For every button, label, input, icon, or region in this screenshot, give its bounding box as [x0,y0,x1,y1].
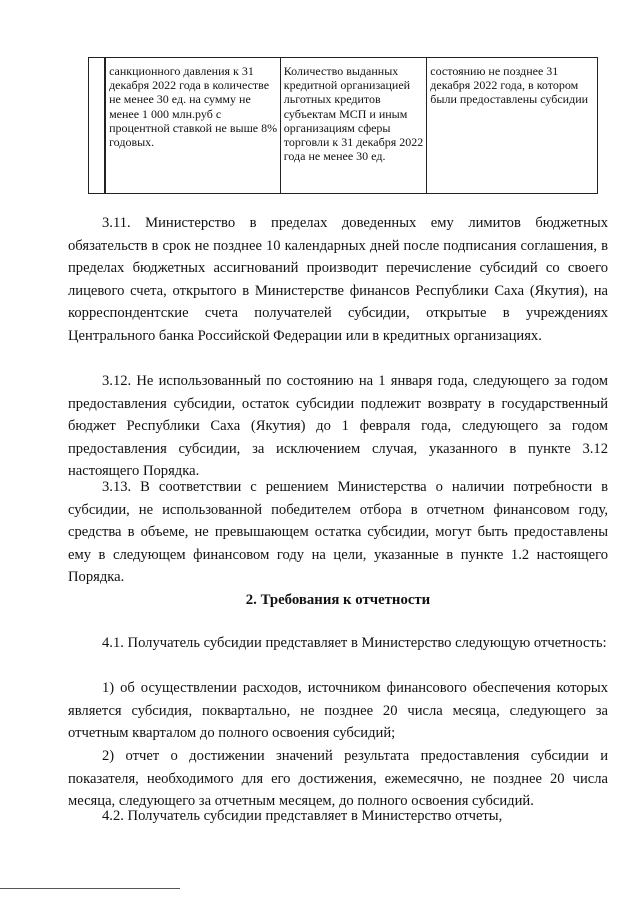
paragraph-3-11: 3.11. Министерство в пределах доведенных ему лимитов бюджетных обязательств в срок не позднее 10 календарных дней после подписания соглашения, в пределах бюджетных ассигнований производит перечисление субсидий со своего лицевого счета, открытого в Министерстве финансов Республики Саха (Якутия), на корреспондентские счета получателей субсидии, открытые в учреждениях Центрального банка Российской Федерации или в кредитных организациях. [68,215,608,344]
table-cell-indicator: Количество выданных кредитной организацией льготных кредитов субъектам МСП и иным организациям сферы торговли к 31 декабря 2022 года не менее 30 ед. [280,58,427,194]
paragraph-4-1: 4.1. Получатель субсидии представляет в Министерство следующую отчетность: [102,635,607,651]
paragraph-4-1-item-2: 2) отчет о достижении значений результата предоставления субсидии и показателя, необходимого для его достижения, ежемесячно, не позднее 20 числа месяца, следующего за отчетным месяцем, до полного освоения субсидий. [68,748,608,810]
table-cell-deadline: состоянию не позднее 31 декабря 2022 года, в котором были предоставлены субсидии [427,58,598,194]
paragraph-3-12: 3.12. Не использованный по состоянию на 1 января года, следующего за годом предоставления субсидии, остаток субсидии подлежит возврату в государственный бюджет Республики Саха (Якутия) до 1 февраля года, следующего за годом предоставления субсидии, за исключением случая, указанного в пункте 3.12 настоящего Порядка. [68,373,608,480]
paragraph-4-1-item-1: 1) об осуществлении расходов, источником финансового обеспечения которых является субсидия, поквартально, не позднее 20 числа месяца, следующего за отчетным кварталом до полного освоения субсидий; [68,680,608,742]
table-row [89,58,598,194]
footnote-divider [0,888,180,889]
table-cell-criterion: санкционного давления к 31 декабря 2022 года в количестве не менее 30 ед. на сумму не менее 1 000 млн.руб с процентной ставкой не выше 8% годовых. [106,58,281,194]
section-heading: 2. Требования к отчетности [245,592,431,608]
table-stub-cell [89,58,106,194]
paragraph-4-2: 4.2. Получатель субсидии представляет в Министерство отчеты, [102,808,503,824]
criteria-table-fragment [88,57,598,194]
paragraph-3-13: 3.13. В соответствии с решением Министерства о наличии потребности в субсидии, не использованной победителем отбора в отчетном финансовом году, средства в объеме, не превышающем остатка субсидии, могут быть предоставлены ему в следующем финансовом году на цели, указанные в пункте 1.2 настоящего Порядка. [68,479,608,586]
